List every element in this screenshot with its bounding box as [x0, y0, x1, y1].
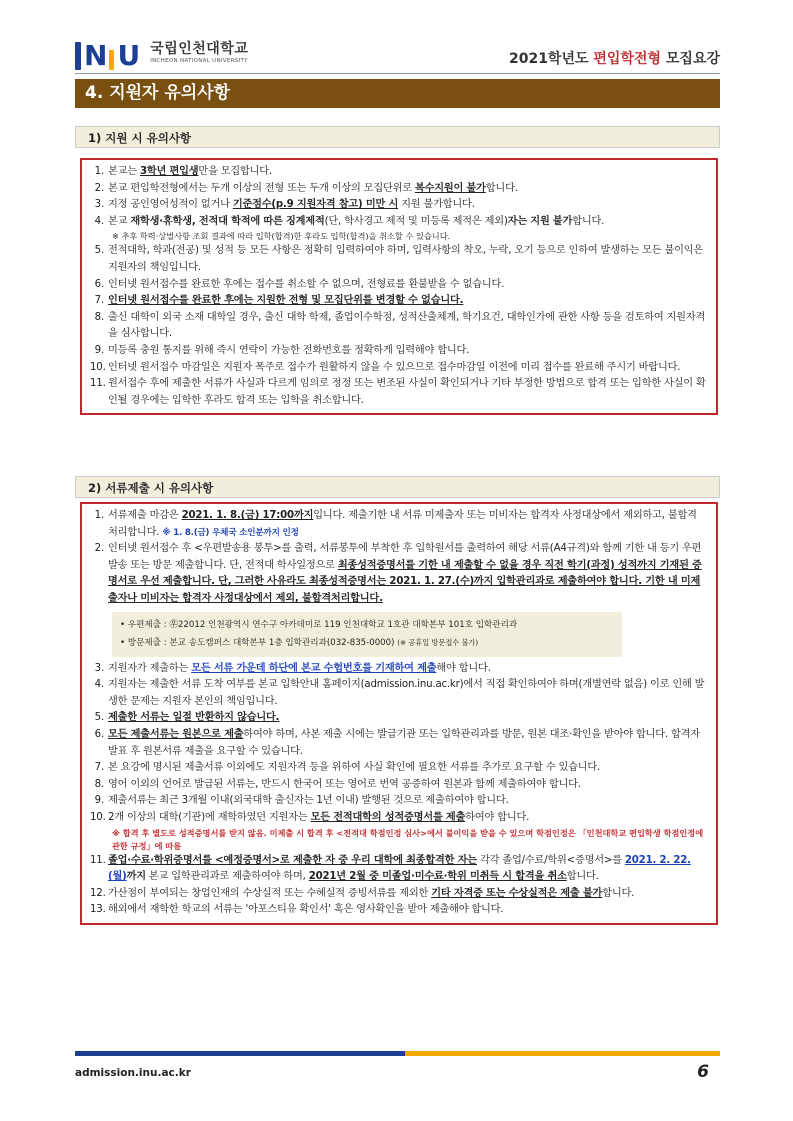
logo-korean-name: 국립인천대학교 — [150, 41, 249, 57]
list-item — [90, 541, 708, 607]
item-number: 8. — [94, 311, 104, 323]
item-text: 본교 편입학전형에서는 두개 이상의 전형 또는 두개 이상의 모집단위로 복수지원이 불가합니다. — [108, 182, 518, 194]
list-item — [90, 214, 708, 231]
item-text: 본 요강에 명시된 제출서류 이외에도 지원자격 등을 위하여 사실 확인에 필요한 서류를 추가로 요구할 수 있습니다. — [108, 762, 601, 774]
item-number: 10. — [90, 811, 106, 823]
submission-address-box — [112, 612, 622, 657]
item-number: 1. — [94, 166, 104, 177]
notice-box-documents — [80, 502, 718, 925]
list-item — [90, 243, 708, 276]
item-number: 5. — [94, 245, 104, 257]
item-text: 가산점이 부여되는 창업인재의 수상실적 또는 수혜실적 증빙서류를 제외한 기타 자격증 또는 수상실적은 제출 불가합니다. — [108, 887, 635, 899]
footer-url: admission.inu.ac.kr — [75, 1067, 191, 1079]
item-text: 본교는 3학년 편입생만을 모집합니다. — [108, 166, 272, 177]
section-title: 4. 지원자 유의사항 — [85, 83, 231, 103]
title-accent: 편입학전형 — [593, 51, 662, 67]
title-suffix: 모집요강 — [661, 51, 720, 67]
item-text: 영어 이외의 언어로 발급된 서류는, 반드시 한국어 또는 영어로 번역 공증하여 원본과 함께 제출하여야 합니다. — [108, 778, 581, 790]
section-title-bar — [75, 79, 720, 108]
item-text: 미등록 충원 통지를 위해 즉시 연락이 가능한 전화번호를 정확하게 입력해야 합니다. — [108, 344, 470, 356]
title-year: 2021학년도 — [508, 51, 594, 67]
item-number: 9. — [94, 344, 104, 356]
list-item — [90, 710, 708, 727]
list-item — [90, 360, 708, 377]
list-item — [90, 343, 708, 360]
item-text: 인터넷 원서접수 마감일은 지원자 폭주로 접수가 원활하지 않을 수 있으므로 접수마감일 이전에 미리 접수를 완료해 주시기 바랍니다. — [108, 361, 681, 373]
notice-box-application — [80, 158, 718, 415]
logo-letter: N — [84, 39, 108, 72]
item-number: 7. — [94, 295, 104, 307]
item-text: 해외에서 재학한 학교의 서류는 '아포스티유 확인서' 혹은 영사확인을 받아 제출해야 합니다. — [108, 904, 504, 916]
item-number: 3. — [94, 662, 104, 674]
item-number: 6. — [94, 728, 104, 740]
item-text: 본교 재학생·휴학생, 전적대 학적에 따른 징계제적(단, 학사경고 제적 및 미등록 제적은 제외)자는 지원 불가합니다. — [108, 215, 605, 227]
item-text: 지원자는 제출한 서류 도착 여부를 본교 입학안내 홈페이지(admission.inu.ac.kr)에서 직접 확인하여야 하며(개별연락 없음) 이로 인해 발생한 문제는 지원자 본인의 책임입니다. — [108, 679, 705, 707]
list-item — [90, 902, 708, 919]
list-item — [90, 886, 708, 903]
item-number: 7. — [94, 762, 104, 774]
subsection-header-1 — [75, 126, 720, 148]
item-number: 12. — [90, 887, 106, 899]
item-number: 10. — [90, 361, 106, 373]
list-item — [90, 508, 708, 541]
list-item — [90, 661, 708, 678]
page-header — [75, 38, 720, 74]
subsection-title: 1) 지원 시 유의사항 — [88, 131, 192, 145]
item-number: 4. — [94, 679, 104, 691]
item-text: 인터넷 원서접수 후 <우편발송용 봉투>를 출력, 서류봉투에 부착한 후 입학원서를 출력하여 해당 서류(A4규격)와 함께 기한 내 등기 우편 발송 또는 방문 제출합니다. 단, 전적대 학사일정으로 최종성적증명서를 기한 내 제출할 수 없을 경우 직전 학기(과정) 성적까지 기재된 증명서로 우선 제출합니다. 단, 그러한 사유라도 최종성적증명서는 2021. 1. 27.(수)까지 입학관리과로 제출하여야 합니다. 기한 내 미제출자나 미비자는 합격자 사정대상에서 제외, 불합격처리합니다. — [108, 543, 702, 604]
logo-bar — [75, 42, 81, 70]
mail-address: • 우편제출 : ㉾22012 인천광역시 연수구 아카데미로 119 인천대학교 1호관 대학본부 101호 입학관리과 — [120, 619, 518, 630]
item-text: 전적대학, 학과(전공) 및 성적 등 모든 사항은 정확히 입력하여야 하며, 입력사항의 착오, 누락, 오기 등으로 인하여 발생하는 모든 불이익은 지원자의 책임입니다. — [108, 245, 704, 273]
item-text: 지정 공인영어성적이 없거나 기준점수(p.9 지원자격 참고) 미만 시 지원 불가합니다. — [108, 199, 475, 211]
list-item — [90, 376, 708, 409]
item-number: 8. — [94, 778, 104, 790]
item-number: 2. — [94, 543, 104, 555]
item-number: 6. — [94, 278, 104, 290]
inu-logo-mark — [75, 38, 142, 70]
subsection-title: 2) 서류제출 시 유의사항 — [88, 481, 214, 495]
list-item — [90, 277, 708, 294]
item-text: 모든 제출서류는 원본으로 제출하여야 하며, 사본 제출 시에는 발급기관 또는 입학관리과를 방문, 원본 대조·확인을 받아야 합니다. 합격자 발표 후 원본서류 제출을 요구할 수 있습니다. — [108, 728, 700, 757]
list-item — [90, 760, 708, 777]
list-item — [90, 793, 708, 810]
page-number: 6 — [697, 1062, 709, 1082]
item-text: 원서접수 후에 제출한 서류가 사실과 다르게 임의로 정정 또는 변조된 사실이 확인되거나 기타 부정한 방법으로 합격 또는 입학한 사실이 확인될 경우에는 입학한 후라도 합격 또는 입학을 취소합니다. — [108, 378, 706, 406]
list-item — [90, 727, 708, 760]
list-item — [90, 293, 708, 310]
list-item — [90, 810, 708, 827]
list-item — [90, 853, 708, 886]
item-number: 13. — [90, 904, 106, 916]
item-number: 1. — [94, 510, 104, 521]
logo-english-name: INCHEON NATIONAL UNIVERSITY — [150, 58, 248, 64]
item-number: 11. — [90, 854, 106, 866]
item-number: 9. — [94, 795, 104, 807]
item-number: 5. — [94, 712, 104, 724]
document-title — [509, 48, 720, 68]
item-number: 4. — [94, 215, 104, 227]
list-item — [90, 310, 708, 343]
warning-note: ※ 합격 후 별도로 성적증명서를 받지 않음. 미제출 시 합격 후 <전적대 학점인정 심사>에서 불이익을 받을 수 있으며 학점인정은 「인천대학교 편입학생 학점인정에 관한 규정」에 따름 — [112, 827, 704, 851]
university-logo — [75, 38, 248, 70]
note-text: ※ 추후 학력·상벌사항 조회 결과에 따라 입학(합격)한 후라도 입학(합격)을 취소할 수 있습니다. — [112, 231, 451, 242]
list-item — [90, 181, 708, 198]
visit-address: • 방문제출 : 본교 송도캠퍼스 대학본부 1층 입학관리과(032-835-0000) (※ 공휴일 방문접수 불가) — [120, 637, 479, 648]
list-item — [90, 777, 708, 794]
subsection-header-2 — [75, 476, 720, 498]
item-text: 지원자가 제출하는 모든 서류 가운데 하단에 본교 수험번호를 기재하여 제출해야 합니다. — [108, 662, 491, 674]
item-text: 2개 이상의 대학(기관)에 재학하였던 지원자는 모든 전적대학의 성적증명서를 제출하여야 합니다. — [108, 811, 530, 823]
logo-bar — [109, 50, 114, 70]
item-text: 제출서류는 최근 3개월 이내(외국대학 출신자는 1년 이내) 발행된 것으로 제출하여야 합니다. — [108, 795, 509, 807]
item-text: 제출한 서류는 일절 반환하지 않습니다. — [108, 712, 280, 724]
item-number: 3. — [94, 199, 104, 211]
list-item — [90, 677, 708, 710]
footer-divider — [75, 1051, 720, 1056]
list-item — [90, 197, 708, 214]
item-text: 서류제출 마감은 2021. 1. 8.(금) 17:00까지입니다. 제출기한 내 서류 미제출자 또는 미비자는 합격자 사정대상에서 제외하고, 불합격 처리합니다. ※ 1. 8.(금) 우체국 소인분까지 인정 — [108, 510, 697, 538]
list-item — [90, 164, 708, 181]
item-number: 2. — [94, 182, 104, 194]
item-text: 졸업·수료·학위증명서를 <예정증명서>로 제출한 자 중 우리 대학에 최종합격한 자는 각각 졸업/수료/학위<증명서>를 2021. 2. 22.(월)까지 본교 입학관리과로 제출하여야 하며, 2021년 2월 중 미졸업·미수료·학위 미취득 시 합격을 취소합니다. — [108, 854, 691, 883]
item-text: 출신 대학이 외국 소재 대학일 경우, 출신 대학 학제, 졸업이수학점, 성적산출체계, 학기요건, 대학인가에 관한 사항 등을 검토하여 지원자격을 심사합니다. — [108, 311, 706, 340]
logo-letter: U — [117, 39, 141, 72]
item-text: 인터넷 원서접수를 완료한 후에는 접수를 취소할 수 없으며, 전형료를 환불받을 수 없습니다. — [108, 278, 505, 290]
item-text: 인터넷 원서접수를 완료한 후에는 지원한 전형 및 모집단위를 변경할 수 없습니다. — [108, 295, 464, 307]
item-number: 11. — [90, 378, 106, 390]
